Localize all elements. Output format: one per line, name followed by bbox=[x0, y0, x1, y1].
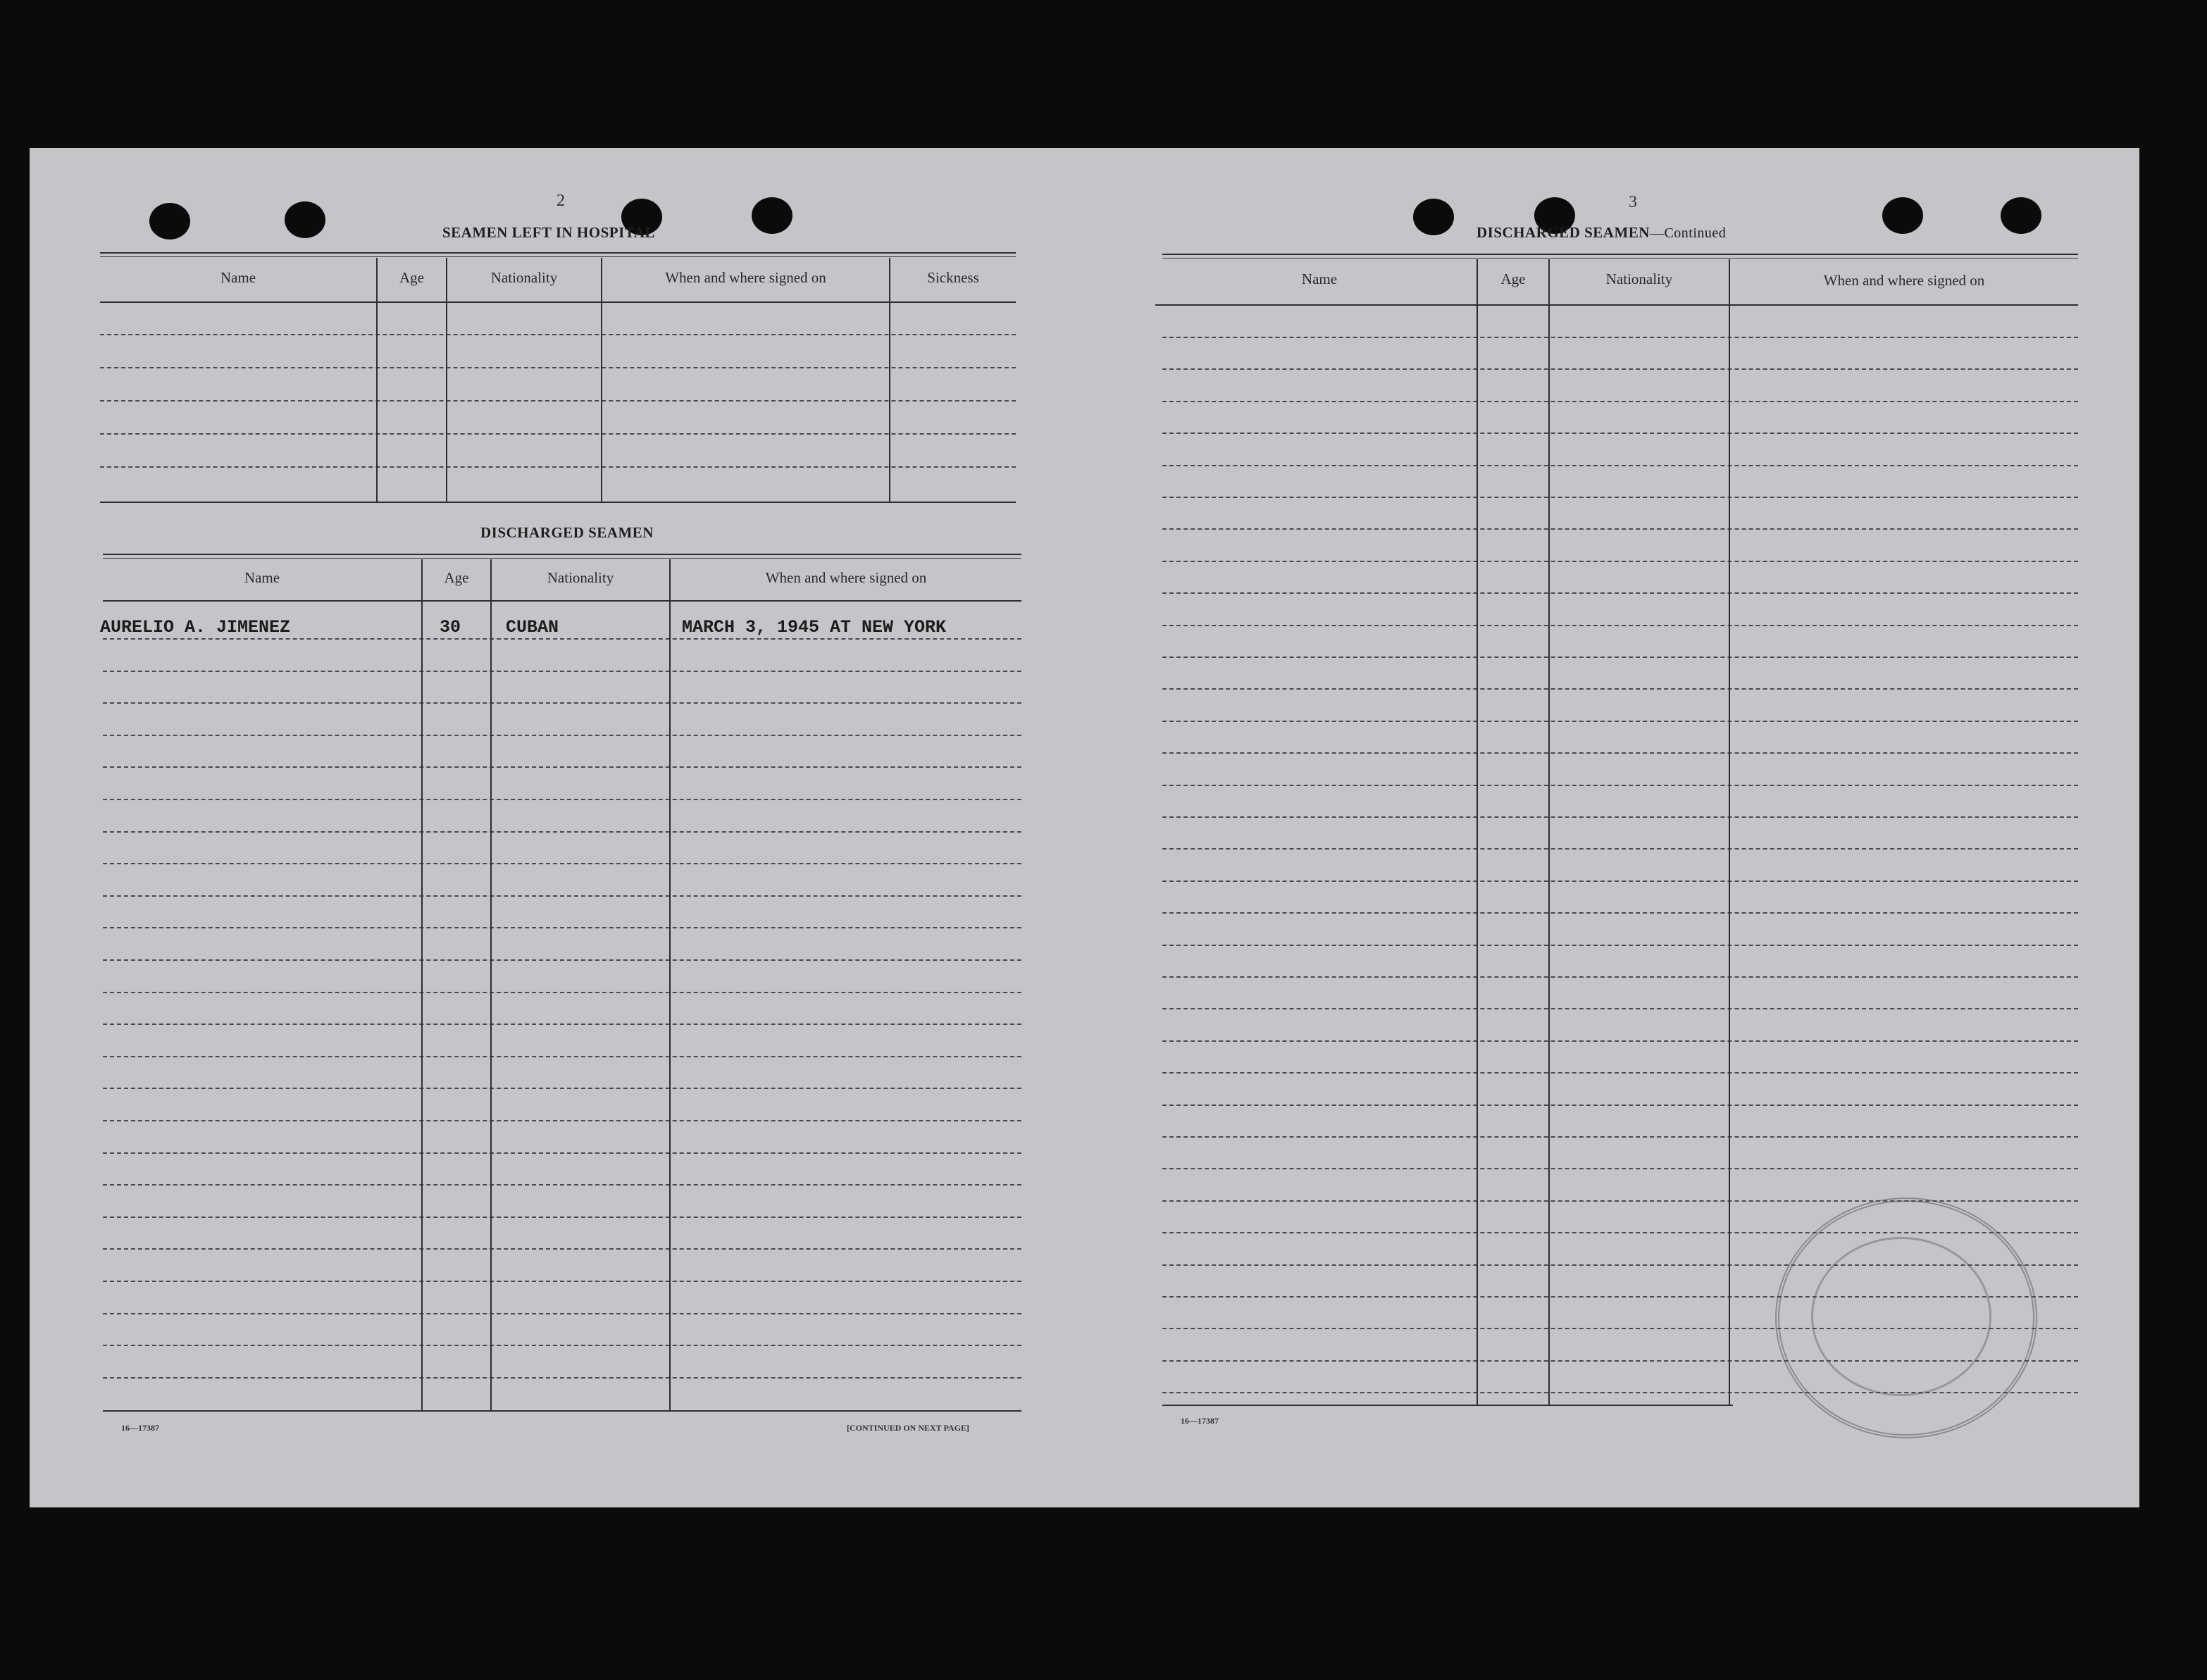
column-header-age: Age bbox=[444, 569, 469, 586]
row-rule bbox=[1162, 433, 2078, 434]
column-header-name: Name bbox=[244, 569, 280, 586]
column-divider bbox=[421, 559, 423, 1410]
row-rule bbox=[1162, 657, 2078, 658]
table-rule bbox=[100, 502, 1016, 503]
row-rule bbox=[1162, 1168, 2078, 1169]
column-divider bbox=[1476, 259, 1478, 1405]
column-header-age: Age bbox=[1500, 270, 1526, 287]
row-rule bbox=[1162, 1136, 2078, 1138]
row-rule bbox=[1162, 816, 2078, 818]
column-divider bbox=[376, 258, 378, 502]
column-header-nationality: Nationality bbox=[1605, 270, 1673, 287]
column-divider bbox=[490, 559, 492, 1410]
column-header-nationality: Nationality bbox=[547, 569, 614, 586]
table-rule bbox=[1162, 254, 2078, 255]
table-rule bbox=[103, 1410, 1021, 1412]
punch-hole bbox=[752, 197, 792, 234]
row-rule bbox=[103, 1088, 1021, 1089]
row-rule bbox=[103, 1120, 1021, 1121]
seaman-name: AURELIO A. JIMENEZ bbox=[100, 617, 291, 637]
continued-note: [CONTINUED ON NEXT PAGE] bbox=[847, 1423, 969, 1433]
right-title-suffix: —Continued bbox=[1649, 225, 1727, 241]
row-rule bbox=[103, 766, 1021, 768]
row-rule bbox=[103, 638, 1021, 640]
row-rule bbox=[1162, 465, 2078, 466]
row-rule bbox=[103, 1184, 1021, 1186]
column-header-signed-on: When and where signed on bbox=[665, 269, 826, 286]
row-rule bbox=[1162, 752, 2078, 754]
table-rule bbox=[103, 600, 1021, 602]
table-rule bbox=[103, 554, 1021, 555]
row-rule bbox=[103, 831, 1021, 833]
punch-hole bbox=[285, 201, 325, 238]
page-number-right: 3 bbox=[1629, 193, 1637, 211]
column-divider bbox=[446, 258, 447, 502]
right-title-main: DISCHARGED SEAMEN bbox=[1476, 224, 1650, 241]
row-rule bbox=[1162, 912, 2078, 914]
seaman-nationality: CUBAN bbox=[506, 617, 559, 637]
row-rule bbox=[103, 1056, 1021, 1057]
column-divider bbox=[601, 258, 602, 502]
row-rule bbox=[1162, 1105, 2078, 1106]
row-rule bbox=[1162, 976, 2078, 978]
row-rule bbox=[103, 702, 1021, 704]
table-rule bbox=[1155, 304, 2078, 306]
column-divider bbox=[669, 559, 671, 1410]
row-rule bbox=[103, 1023, 1021, 1025]
receipt-stamp bbox=[1775, 1197, 2037, 1438]
table-rule bbox=[100, 256, 1016, 257]
page-number-left: 2 bbox=[557, 192, 565, 210]
row-rule bbox=[103, 927, 1021, 928]
row-rule bbox=[1162, 785, 2078, 786]
row-rule bbox=[103, 1217, 1021, 1218]
table-rule bbox=[100, 252, 1016, 254]
column-divider bbox=[889, 258, 890, 502]
table-rule bbox=[1162, 1405, 1733, 1406]
form-number-right: 16—17387 bbox=[1181, 1416, 1219, 1426]
punch-hole bbox=[1882, 197, 1923, 234]
seaman-age: 30 bbox=[440, 617, 461, 637]
row-rule bbox=[103, 895, 1021, 897]
row-rule bbox=[100, 466, 1016, 468]
row-rule bbox=[103, 959, 1021, 961]
right-section-title bbox=[1476, 224, 1726, 242]
row-rule bbox=[103, 671, 1021, 672]
row-rule bbox=[103, 1377, 1021, 1379]
form-number-left: 16—17387 bbox=[121, 1423, 159, 1433]
table-rule bbox=[100, 301, 1016, 303]
column-header-name: Name bbox=[220, 269, 256, 286]
row-rule bbox=[1162, 721, 2078, 722]
row-rule bbox=[100, 367, 1016, 368]
column-header-nationality: Nationality bbox=[490, 269, 558, 286]
row-rule bbox=[1162, 561, 2078, 562]
row-rule bbox=[1162, 848, 2078, 850]
row-rule bbox=[103, 1345, 1021, 1346]
punch-hole bbox=[1413, 199, 1454, 235]
punch-hole bbox=[149, 203, 190, 239]
table-rule bbox=[103, 558, 1021, 559]
row-rule bbox=[1162, 1072, 2078, 1074]
seaman-signed-on: MARCH 3, 1945 AT NEW YORK bbox=[682, 617, 947, 637]
column-header-sickness: Sickness bbox=[927, 269, 979, 286]
row-rule bbox=[103, 1152, 1021, 1154]
row-rule bbox=[1162, 497, 2078, 498]
row-rule bbox=[103, 799, 1021, 800]
row-rule bbox=[103, 1313, 1021, 1314]
column-header-signed-on: When and where signed on bbox=[1823, 272, 1985, 289]
row-rule bbox=[1162, 625, 2078, 626]
row-rule bbox=[1162, 528, 2078, 530]
row-rule bbox=[1162, 592, 2078, 594]
row-rule bbox=[100, 433, 1016, 435]
row-rule bbox=[1162, 688, 2078, 690]
row-rule bbox=[103, 992, 1021, 993]
row-rule bbox=[1162, 337, 2078, 338]
column-divider bbox=[1729, 259, 1730, 1405]
row-rule bbox=[103, 1281, 1021, 1282]
row-rule bbox=[1162, 881, 2078, 882]
row-rule bbox=[1162, 1040, 2078, 1042]
row-rule bbox=[103, 735, 1021, 736]
row-rule bbox=[100, 334, 1016, 335]
hospital-section-title: SEAMEN LEFT IN HOSPITAL bbox=[442, 224, 655, 241]
column-header-name: Name bbox=[1301, 270, 1338, 287]
row-rule bbox=[1162, 945, 2078, 946]
discharged-section-title: DISCHARGED SEAMEN bbox=[480, 524, 654, 541]
row-rule bbox=[1162, 368, 2078, 370]
column-header-signed-on: When and where signed on bbox=[765, 569, 927, 586]
table-rule bbox=[1162, 258, 2078, 259]
row-rule bbox=[1162, 1008, 2078, 1009]
row-rule bbox=[1162, 401, 2078, 402]
row-rule bbox=[103, 863, 1021, 864]
column-divider bbox=[1548, 259, 1550, 1405]
row-rule bbox=[100, 400, 1016, 402]
column-header-age: Age bbox=[399, 269, 424, 286]
row-rule bbox=[103, 1248, 1021, 1250]
punch-hole bbox=[2001, 197, 2041, 234]
